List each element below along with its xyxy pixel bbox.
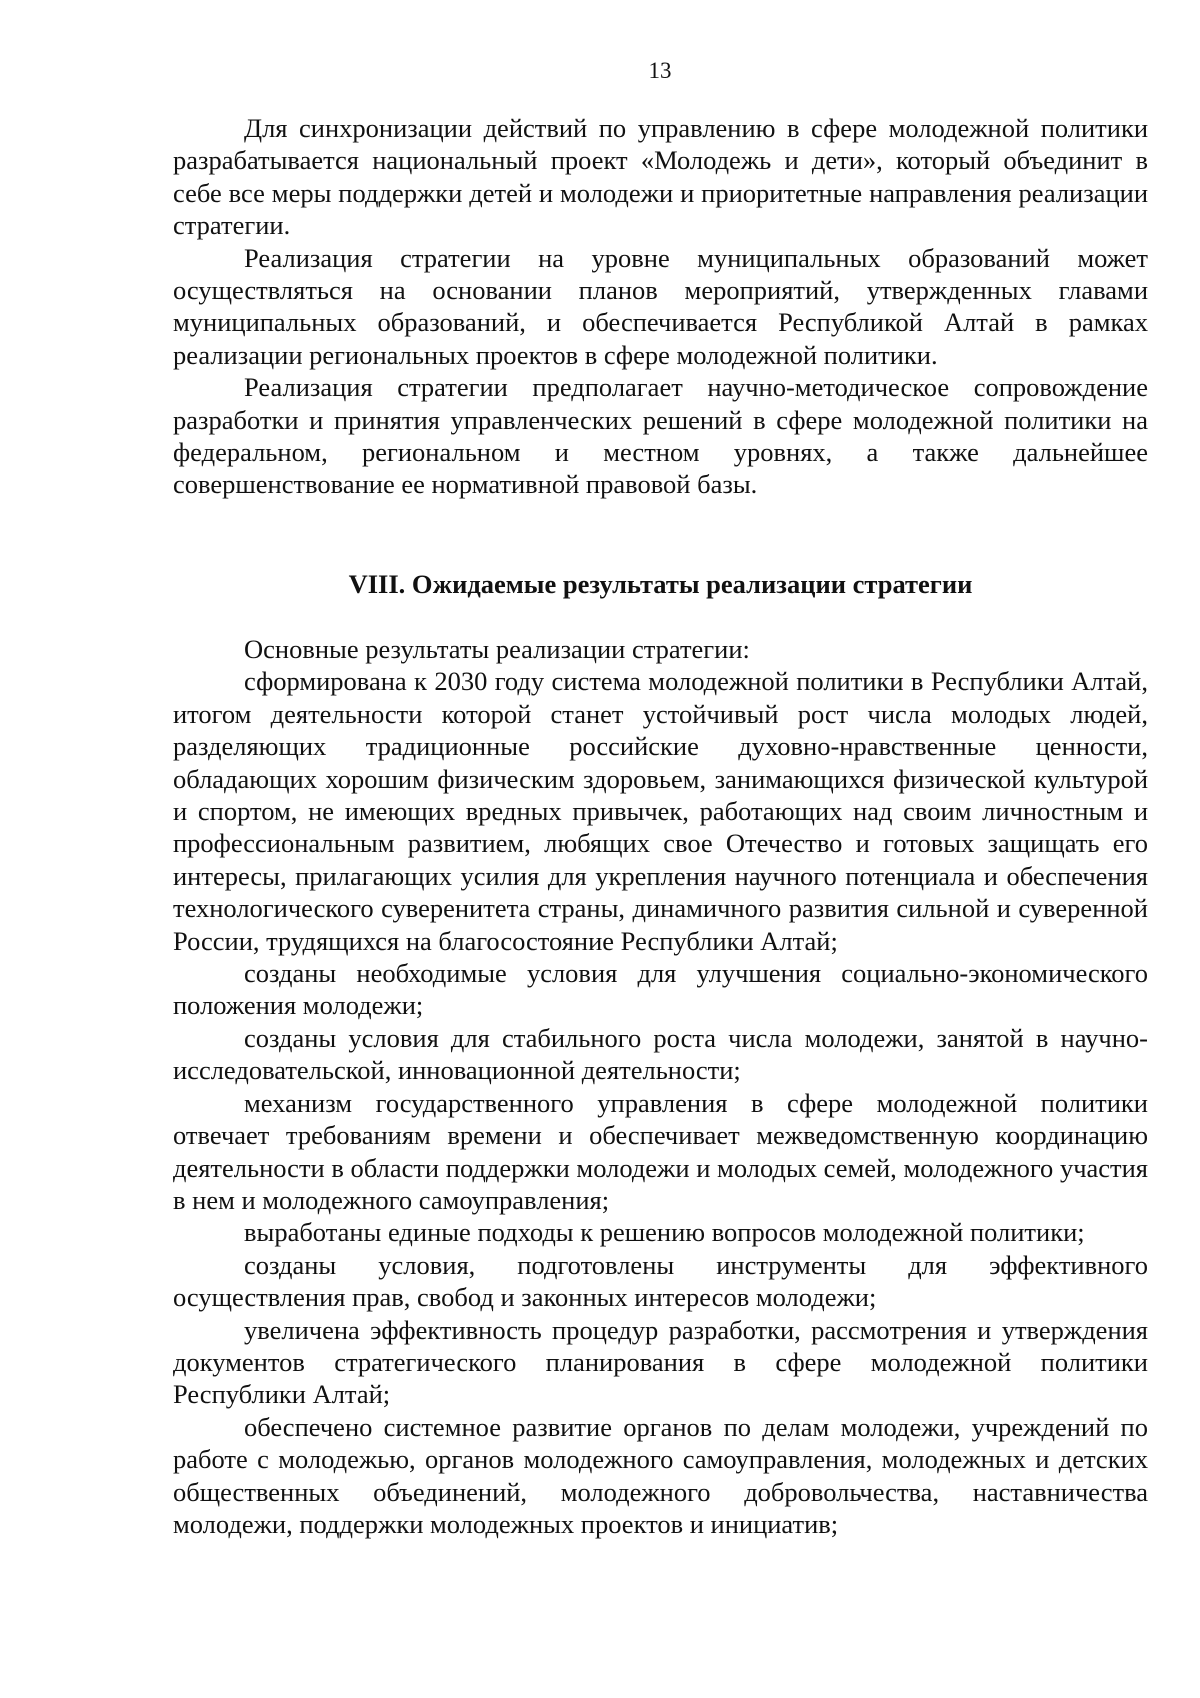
page-number: 13 [648, 58, 672, 83]
paragraph: выработаны единые подходы к решению вопросов молодежной политики; [244, 1217, 1085, 1248]
paragraph: созданы необходимые условия для улучшения социально-экономического положения молодежи; [173, 958, 1148, 1021]
results-section [173, 633, 1148, 1540]
paragraph: Для синхронизации действий по управлению в сфере молодежной политики разрабатывается национальный проект «Молодежь и дети», который объединит в себе все меры поддержки детей и молодежи и приоритетные направления реализации стратегии. [173, 113, 1148, 241]
intro-section [173, 112, 1148, 501]
paragraph: созданы условия, подготовлены инструменты для эффективного осуществления прав, свобод и законных интересов молодежи; [173, 1249, 1148, 1313]
paragraph: обеспечено системное развитие органов по делам молодежи, учреждений по работе с молодежью, органов молодежного самоуправления, молодежных и детских общественных объединений, молодежного добровольчества, наставничества молодежи, поддержки молодежных проектов и инициатив; [173, 1411, 1148, 1539]
paragraph: механизм государственного управления в сфере молодежной политики отвечает требованиям времени и обеспечивает межведомственную координацию деятельности в области поддержки молодежи и молодых семей, молодежного участия в нем и молодежного самоуправления; [173, 1087, 1148, 1215]
paragraph: Основные результаты реализации стратегии: [244, 634, 750, 664]
paragraph: увеличена эффективность процедур разработки, рассмотрения и утверждения документов стратегического планирования в сфере молодежной политики Республики Алтай; [173, 1314, 1148, 1410]
section-heading: VIII. Ожидаемые результаты реализации стратегии [348, 569, 973, 599]
paragraph: сформирована к 2030 году система молодежной политики в Республики Алтай, итогом деятельности которой станет устойчивый рост числа молодых людей, разделяющих традиционные российские духовно-нравственные ценности, обладающих хорошим физическим здоровьем, занимающихся физической культурой и спортом, не имеющих вредных привычек, работающих над своим личностным и профессиональным развитием, любящих свое Отечество и готовых защищать его интересы, прилагающих усилия для укрепления научного потенциала и обеспечения технологического суверенитета страны, динамичного развития сильной и суверенной России, трудящихся на благосостояние Республики Алтай; [173, 666, 1148, 956]
paragraph: Реализация стратегии предполагает научно-методическое сопровождение разработки и принятия управленческих решений в сфере молодежной политики на федеральном, региональном и местном уровнях, а также дальнейшее совершенствование ее нормативной правовой базы. [173, 372, 1148, 500]
paragraph: созданы условия для стабильного роста числа молодежи, занятой в научно-исследовательской, инновационной деятельности; [173, 1022, 1148, 1086]
paragraph: Реализация стратегии на уровне муниципальных образований может осуществляться на основании планов мероприятий, утвержденных главами муниципальных образований, и обеспечивается Республикой Алтай в рамках реализации региональных проектов в сфере молодежной политики. [173, 242, 1148, 370]
